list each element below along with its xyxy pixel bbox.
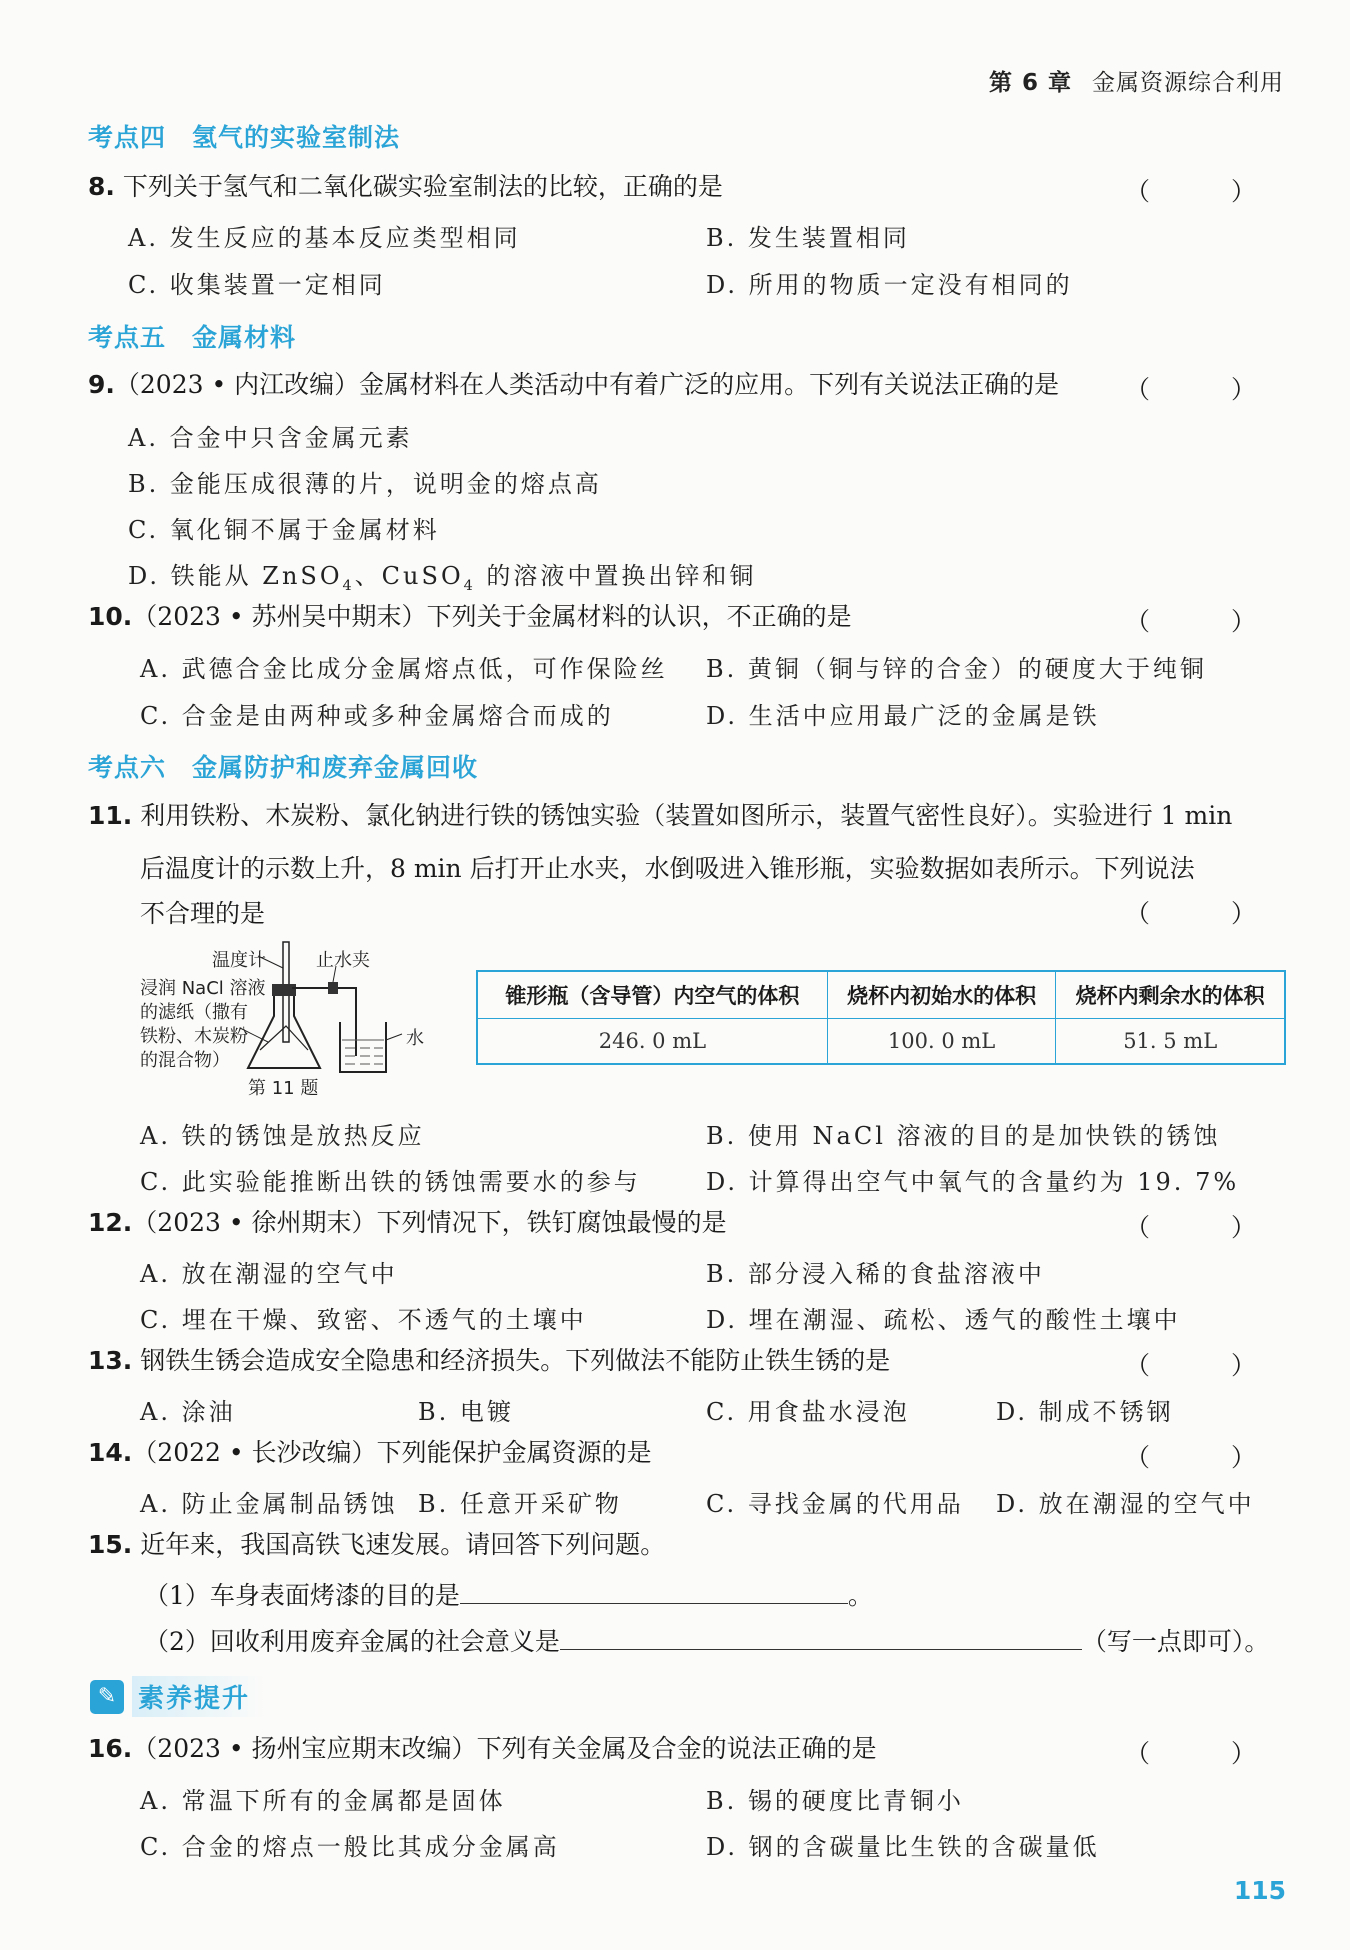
question-stem: 下列能保护金属资源的是 (376, 1438, 652, 1467)
answer-paren[interactable]: （ ） (1124, 607, 1284, 636)
chapter-number: 第 6 章 (988, 70, 1072, 96)
option-d[interactable] (128, 556, 756, 594)
sub-question-text: （2）回收利用废弃金属的社会意义是 (144, 1627, 560, 1656)
filter-paper-label-2: 的滤纸（撒有 (140, 1002, 248, 1023)
hint-text: （写一点即可）。 (1081, 1627, 1270, 1656)
option-a[interactable]: A. 涂油 (140, 1398, 236, 1426)
question-11 (88, 793, 1284, 839)
option-c[interactable]: C. 此实验能推断出铁的锈蚀需要水的参与 (140, 1168, 641, 1196)
leader-line (386, 1034, 402, 1040)
option-a[interactable]: A. 防止金属制品锈蚀 (140, 1490, 398, 1518)
option-b[interactable]: B. 锡的硬度比青铜小 (706, 1787, 964, 1815)
question-source: （2023 • 苏州吴中期末） (132, 602, 427, 631)
water-lines (342, 1040, 384, 1064)
option-c[interactable]: C. 用食盐水浸泡 (706, 1398, 910, 1426)
option-b[interactable]: B. 金能压成很薄的片，说明金的熔点高 (128, 470, 602, 498)
sub-question-text: （1）车身表面烤漆的目的是 (144, 1581, 460, 1610)
clamp-shape (328, 982, 338, 994)
sub-question-1 (144, 1576, 873, 1612)
option-a[interactable]: A. 合金中只含金属元素 (128, 424, 413, 452)
option-text: 、CuSO (354, 562, 464, 590)
question-number: 14. (88, 1438, 133, 1467)
option-d[interactable]: D. 所用的物质一定没有相同的 (706, 271, 1073, 299)
question-number: 12. (88, 1208, 133, 1237)
option-text: D. 铁能从 ZnSO (128, 562, 343, 590)
question-14 (88, 1430, 1284, 1476)
option-b[interactable]: B. 部分浸入稀的食盐溶液中 (706, 1260, 1045, 1288)
stopper-shape (272, 984, 296, 996)
question-stem: 下列有关金属及合金的说法正确的是 (476, 1734, 877, 1763)
option-d[interactable]: D. 制成不锈钢 (996, 1398, 1174, 1426)
clamp-label: 止水夹 (316, 950, 370, 971)
question-stem: 近年来，我国高铁飞速发展。请回答下列问题。 (140, 1530, 666, 1559)
section-label: 考点六 (88, 753, 167, 782)
answer-paren[interactable]: （ ） (1124, 1351, 1284, 1380)
option-d[interactable]: D. 计算得出空气中氧气的含量约为 19. 7% (706, 1168, 1240, 1196)
answer-paren[interactable]: （ ） (1124, 1213, 1284, 1242)
question-10 (88, 594, 1284, 640)
pencil-book-icon: ✎ (90, 1680, 124, 1714)
question-source: （2023 • 内江改编） (114, 370, 360, 399)
question-number: 11. (88, 801, 133, 830)
table-header: 锥形瓶（含导管）内空气的体积 (477, 971, 827, 1019)
option-c[interactable]: C. 收集装置一定相同 (128, 271, 386, 299)
section-heading-4 (88, 118, 400, 154)
section-label: 考点四 (88, 123, 167, 152)
data-table (476, 970, 1286, 1065)
answer-blank[interactable] (560, 1627, 1082, 1650)
option-a[interactable]: A. 发生反应的基本反应类型相同 (128, 224, 521, 252)
question-number: 16. (88, 1734, 133, 1763)
section-heading-6 (88, 748, 478, 784)
option-d[interactable]: D. 埋在潮湿、疏松、透气的酸性土壤中 (706, 1306, 1181, 1334)
filter-paper-label-4: 的混合物） (140, 1050, 230, 1071)
sub-question-2 (144, 1622, 1269, 1658)
question-number: 9. (88, 370, 115, 399)
answer-paren[interactable]: （ ） (1124, 1739, 1284, 1768)
section-label: 考点五 (88, 323, 167, 352)
table-header-row (477, 971, 1285, 1019)
question-stem: 利用铁粉、木炭粉、氯化钠进行铁的锈蚀实验（装置如图所示，装置气密性良好）。实验进行 1 min (140, 801, 1233, 830)
question-source: （2022 • 长沙改编） (132, 1438, 377, 1467)
question-stem: 金属材料在人类活动中有着广泛的应用。下列有关说法正确的是 (359, 370, 1060, 399)
flask-shape (248, 996, 320, 1068)
table-cell: 246. 0 mL (477, 1019, 827, 1065)
section-title: 金属防护和废弃金属回收 (192, 753, 479, 782)
filter-paper-label-3: 铁粉、木炭粉 (140, 1026, 248, 1047)
question-stem: 钢铁生锈会造成安全隐患和经济损失。下列做法不能防止铁生锈的是 (140, 1346, 891, 1375)
question-8 (88, 164, 1284, 210)
option-d[interactable]: D. 钢的含碳量比生铁的含碳量低 (706, 1833, 1100, 1861)
water-label: 水 (406, 1028, 424, 1049)
question-stem: 下列关于金属材料的认识，不正确的是 (426, 602, 852, 631)
option-b[interactable]: B. 电镀 (418, 1398, 514, 1426)
question-number: 15. (88, 1530, 133, 1559)
option-b[interactable]: B. 发生装置相同 (706, 224, 910, 252)
option-a[interactable]: A. 武德合金比成分金属熔点低，可作保险丝 (140, 655, 668, 683)
question-12 (88, 1200, 1284, 1246)
table-header: 烧杯内剩余水的体积 (1056, 971, 1285, 1019)
option-c[interactable]: C. 合金是由两种或多种金属熔合而成的 (140, 702, 614, 730)
question-source: （2023 • 扬州宝应期末改编） (132, 1734, 477, 1763)
section-heading-5 (88, 318, 296, 354)
question-number: 13. (88, 1346, 133, 1375)
question-stem-line: 不合理的是 (140, 899, 266, 928)
table-cell: 51. 5 mL (1056, 1019, 1285, 1065)
question-number: 10. (88, 602, 133, 631)
answer-blank[interactable] (460, 1581, 848, 1604)
chapter-title: 金属资源综合利用 (1092, 70, 1284, 96)
option-c[interactable]: C. 寻找金属的代用品 (706, 1490, 964, 1518)
question-15 (88, 1522, 1284, 1568)
figure-caption: 第 11 题 (248, 1078, 319, 1099)
section-heading-literacy (90, 1676, 264, 1717)
option-c[interactable]: C. 合金的熔点一般比其成分金属高 (140, 1833, 560, 1861)
option-a[interactable]: A. 放在潮湿的空气中 (140, 1260, 398, 1288)
option-d[interactable]: D. 生活中应用最广泛的金属是铁 (706, 702, 1100, 730)
question-source: （2023 • 徐州期末） (132, 1208, 377, 1237)
option-a[interactable]: A. 铁的锈蚀是放热反应 (140, 1122, 425, 1150)
filter-paper-label-1: 浸润 NaCl 溶液 (140, 978, 266, 999)
table-cell: 100. 0 mL (827, 1019, 1056, 1065)
answer-paren[interactable]: （ ） (1124, 177, 1284, 206)
question-stem: 下列情况下，铁钉腐蚀最慢的是 (376, 1208, 727, 1237)
option-c[interactable]: C. 氧化铜不属于金属材料 (128, 516, 440, 544)
answer-paren[interactable]: （ ） (1124, 375, 1284, 404)
page-number: 115 (1233, 1876, 1286, 1905)
answer-paren[interactable]: （ ） (1124, 1443, 1284, 1472)
running-header (989, 64, 1284, 97)
question-stem: 下列关于氢气和二氧化碳实验室制法的比较，正确的是 (122, 172, 723, 201)
section-title: 素养提升 (132, 1676, 264, 1717)
question-13 (88, 1338, 1284, 1384)
option-text: 的溶液中置换出锌和铜 (475, 562, 757, 590)
option-b[interactable]: B. 任意开采矿物 (418, 1490, 622, 1518)
question-9 (88, 362, 1284, 408)
question-stem-line: 后温度计的示数上升，8 min 后打开止水夹，水倒吸进入锥形瓶，实验数据如表所示。下列说法 (140, 854, 1195, 883)
question-16 (88, 1726, 1284, 1772)
tube-shape (292, 988, 356, 1056)
section-title: 金属材料 (192, 323, 297, 352)
answer-paren[interactable]: （ ） (1124, 899, 1284, 928)
table-row (477, 1019, 1285, 1065)
table-header: 烧杯内初始水的体积 (827, 971, 1056, 1019)
punctuation: 。 (847, 1581, 873, 1610)
option-b[interactable]: B. 黄铜（铜与锌的合金）的硬度大于纯铜 (706, 655, 1207, 683)
section-title: 氢气的实验室制法 (192, 123, 401, 152)
subscript: 4 (342, 577, 355, 594)
option-d[interactable]: D. 放在潮湿的空气中 (996, 1490, 1255, 1518)
option-c[interactable]: C. 埋在干燥、致密、不透气的土壤中 (140, 1306, 587, 1334)
option-b[interactable]: B. 使用 NaCl 溶液的目的是加快铁的锈蚀 (706, 1122, 1221, 1150)
thermometer-label: 温度计 (212, 950, 266, 971)
option-a[interactable]: A. 常温下所有的金属都是固体 (140, 1787, 506, 1815)
question-number: 8. (88, 172, 115, 201)
subscript: 4 (463, 577, 476, 594)
